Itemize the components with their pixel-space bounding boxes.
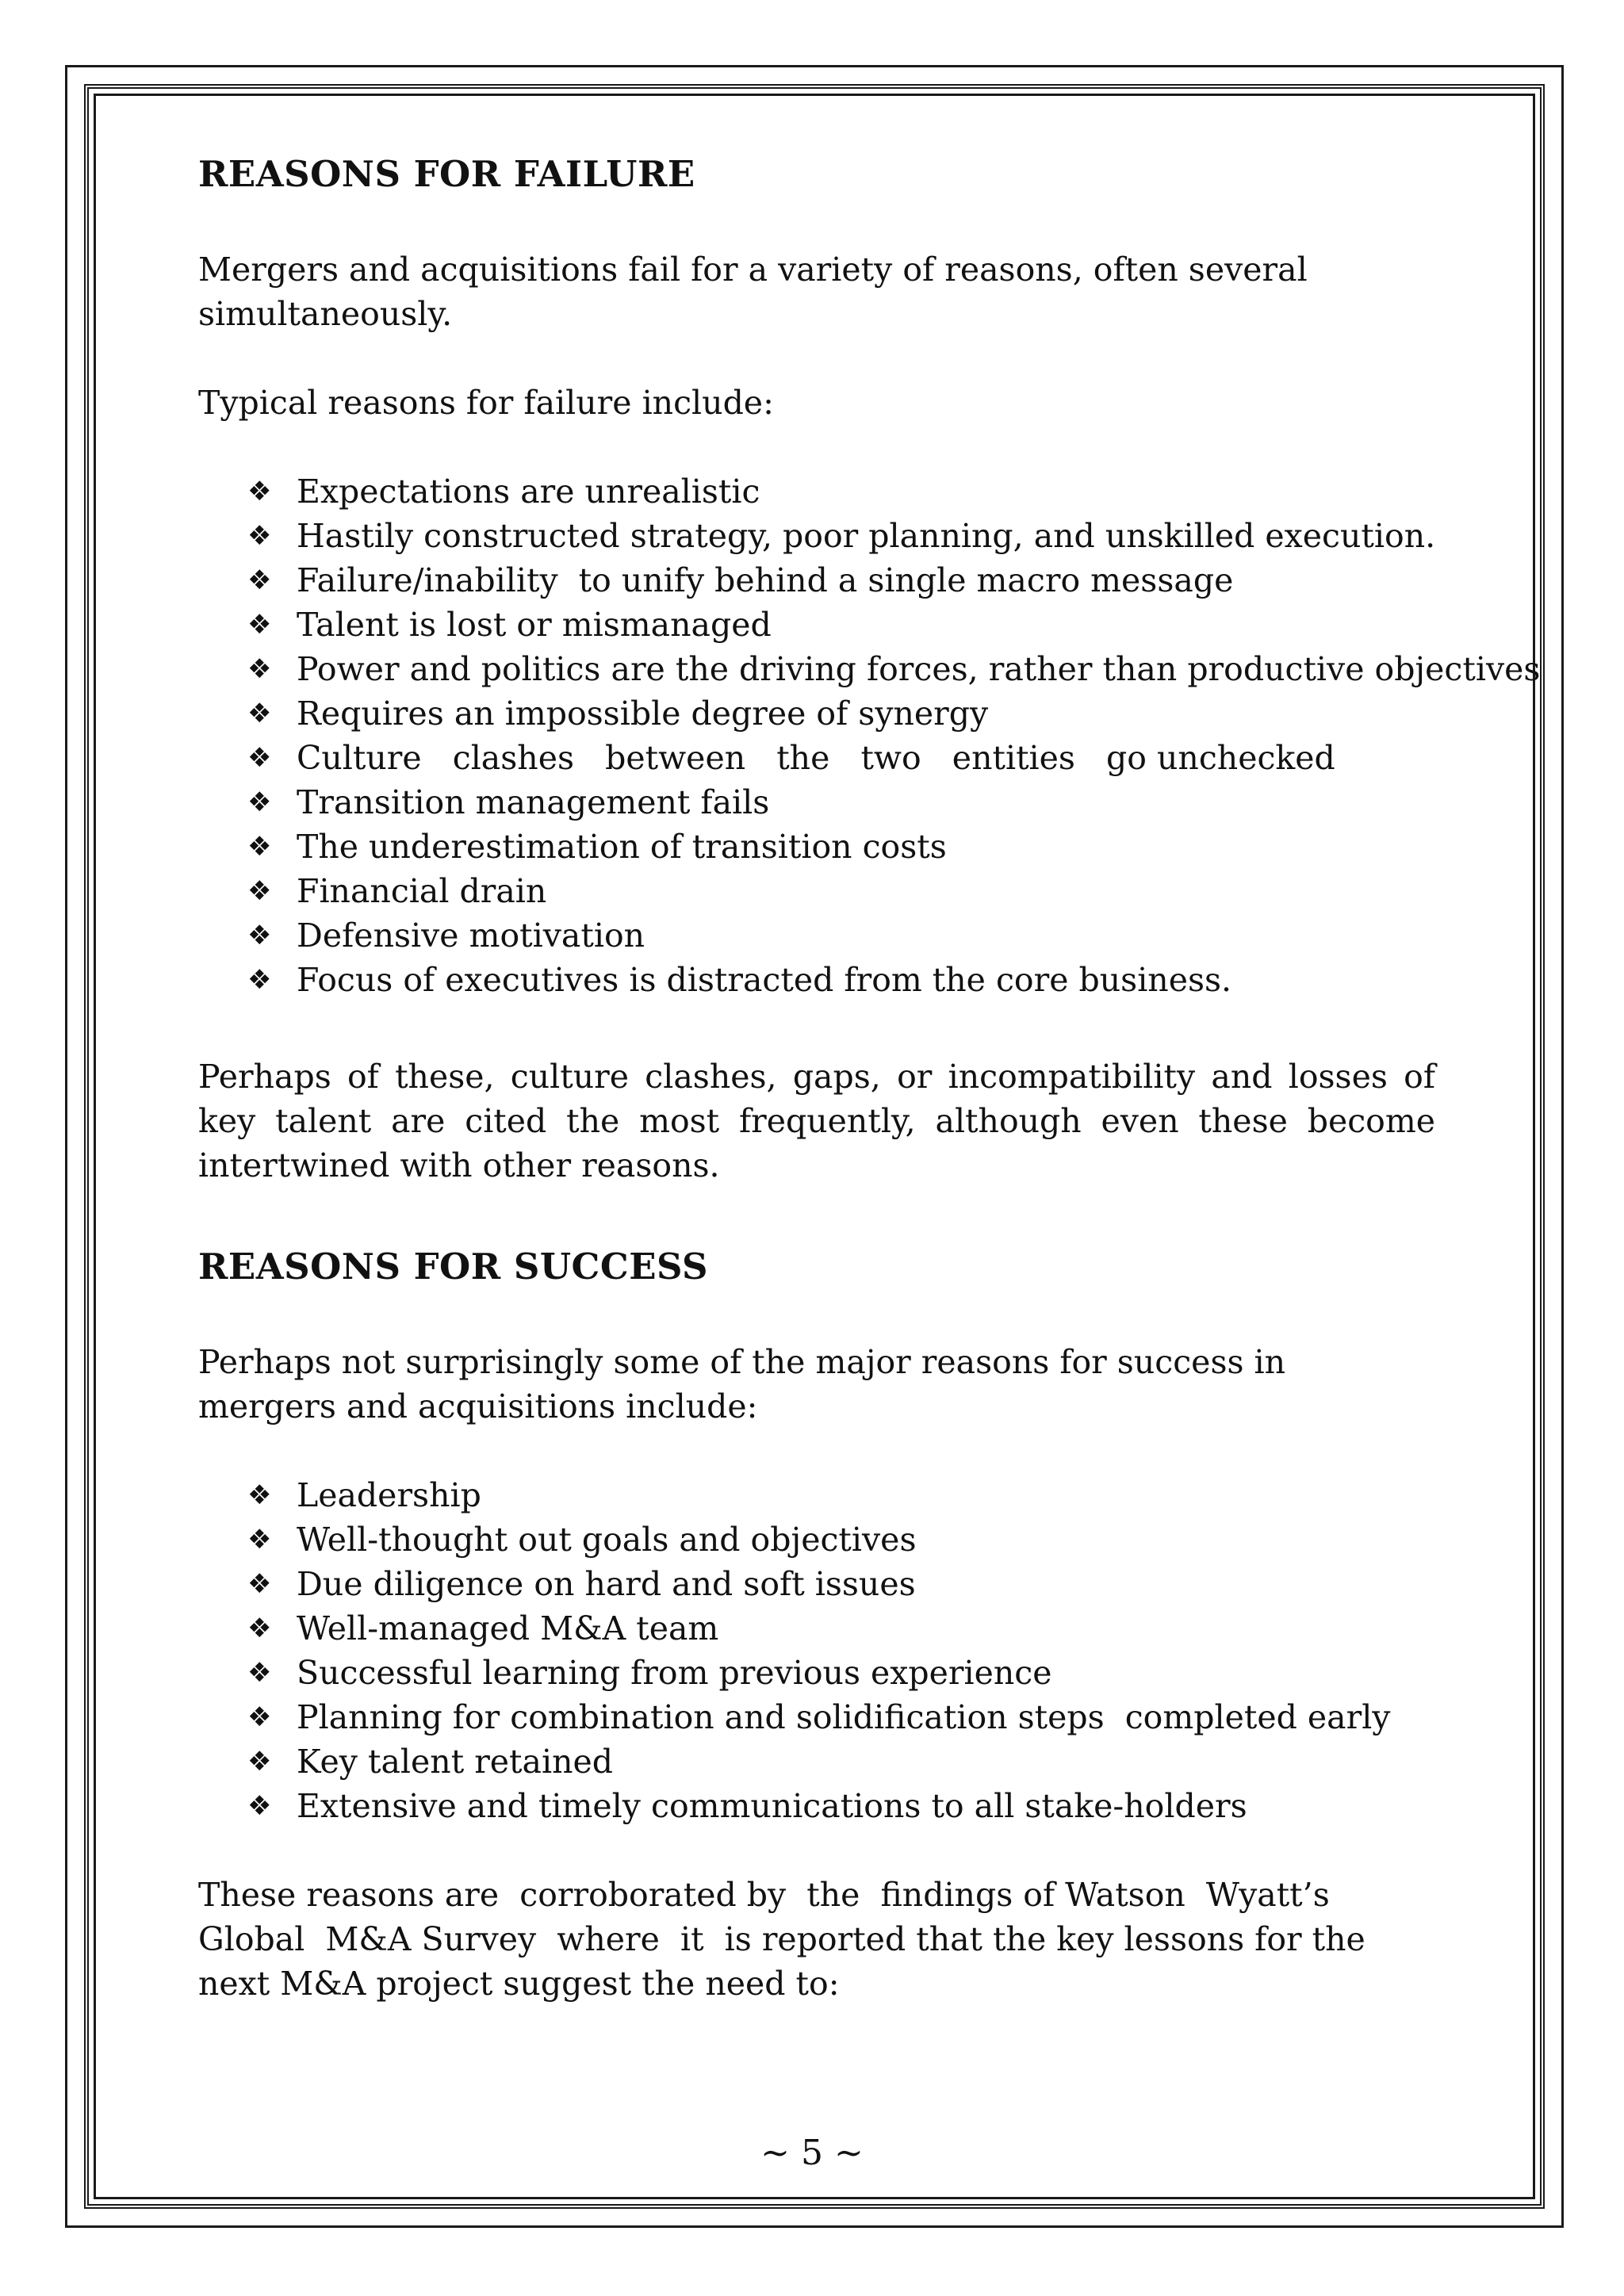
diamond-bullet-icon: ❖ (247, 1701, 272, 1733)
list-item-text: Leadership (297, 1476, 481, 1514)
list-item (247, 1784, 1435, 1828)
failure-intro: Mergers and acquisitions fail for a variety of reasons, often several simultaneously. (198, 251, 1308, 333)
diamond-bullet-icon: ❖ (247, 520, 272, 552)
list-item (247, 958, 1435, 1002)
list-item (247, 736, 1435, 780)
list-item (247, 1606, 1435, 1651)
list-item (247, 1562, 1435, 1606)
diamond-bullet-icon: ❖ (247, 609, 272, 641)
diamond-bullet-icon: ❖ (247, 786, 272, 818)
diamond-bullet-icon: ❖ (247, 1790, 272, 1822)
list-item (247, 469, 1435, 514)
diamond-bullet-icon: ❖ (247, 564, 272, 596)
list-item (247, 1739, 1435, 1784)
list-item (247, 780, 1435, 825)
list-item (247, 1517, 1435, 1562)
success-intro: Perhaps not surprisingly some of the major reasons for success in mergers and acquisitions include: (198, 1343, 1286, 1425)
list-item (247, 603, 1435, 647)
list-item (247, 1651, 1435, 1695)
success-heading: REASONS FOR SUCCESS (198, 1246, 708, 1288)
diamond-bullet-icon: ❖ (247, 653, 272, 685)
failure-heading: REASONS FOR FAILURE (198, 153, 695, 195)
success-list (198, 1473, 1435, 1828)
page-number: ~ 5 ~ (760, 2133, 864, 2173)
diamond-bullet-icon: ❖ (247, 476, 272, 507)
list-item (247, 913, 1435, 958)
diamond-bullet-icon: ❖ (247, 875, 272, 907)
list-item (247, 558, 1435, 603)
page-content (198, 151, 1541, 2006)
list-item-text: Well-managed M&A team (297, 1609, 719, 1647)
list-item-text: Due diligence on hard and soft issues (297, 1565, 916, 1603)
list-item-text: Failure/inability to unify behind a single macro message (297, 561, 1234, 599)
list-item-text: Requires an impossible degree of synergy (297, 695, 989, 733)
list-item (247, 514, 1435, 558)
failure-closing: Perhaps of these, culture clashes, gaps, or incompatibility and losses of key talent are cited the most frequently, although even these become intertwined with other reasons. (198, 1058, 1435, 1184)
diamond-bullet-icon: ❖ (247, 698, 272, 729)
diamond-bullet-icon: ❖ (247, 1657, 272, 1689)
diamond-bullet-icon: ❖ (247, 920, 272, 951)
list-item (247, 647, 1541, 691)
list-item-text: Transition management fails (297, 783, 770, 821)
failure-lead: Typical reasons for failure include: (198, 384, 774, 422)
diamond-bullet-icon: ❖ (247, 831, 272, 863)
list-item (247, 869, 1435, 913)
list-item (247, 825, 1435, 869)
list-item-text: Extensive and timely communications to all stake-holders (297, 1787, 1247, 1825)
list-item-text: Hastily constructed strategy, poor planning, and unskilled execution. (297, 517, 1436, 555)
list-item (247, 1473, 1435, 1517)
list-item (247, 1695, 1435, 1739)
list-item (247, 691, 1435, 736)
list-item-text: Talent is lost or mismanaged (297, 606, 772, 644)
list-item-text: Key talent retained (297, 1743, 614, 1781)
diamond-bullet-icon: ❖ (247, 1524, 272, 1556)
list-item-text: Defensive motivation (297, 916, 645, 955)
list-item-text: Planning for combination and solidification steps completed early (297, 1698, 1391, 1736)
diamond-bullet-icon: ❖ (247, 742, 272, 774)
list-item-text: Power and politics are the driving forces, rather than productive objectives (297, 650, 1541, 688)
diamond-bullet-icon: ❖ (247, 964, 272, 996)
diamond-bullet-icon: ❖ (247, 1746, 272, 1777)
list-item-text: Culture clashes between the two entities go unchecked (297, 739, 1335, 777)
list-item-text: The underestimation of transition costs (297, 828, 947, 866)
list-item-text: Successful learning from previous experience (297, 1654, 1052, 1692)
diamond-bullet-icon: ❖ (247, 1479, 272, 1511)
list-item-text: Expectations are unrealistic (297, 473, 760, 511)
success-closing: These reasons are corroborated by the findings of Watson Wyatt’s Global M&A Survey where it is reported that the key lessons for the next M&A project suggest the need to: (198, 1876, 1376, 2003)
list-item-text: Financial drain (297, 872, 547, 910)
failure-list (198, 469, 1541, 1002)
list-item-text: Well-thought out goals and objectives (297, 1521, 917, 1559)
diamond-bullet-icon: ❖ (247, 1568, 272, 1600)
diamond-bullet-icon: ❖ (247, 1613, 272, 1644)
list-item-text: Focus of executives is distracted from the core business. (297, 961, 1232, 999)
